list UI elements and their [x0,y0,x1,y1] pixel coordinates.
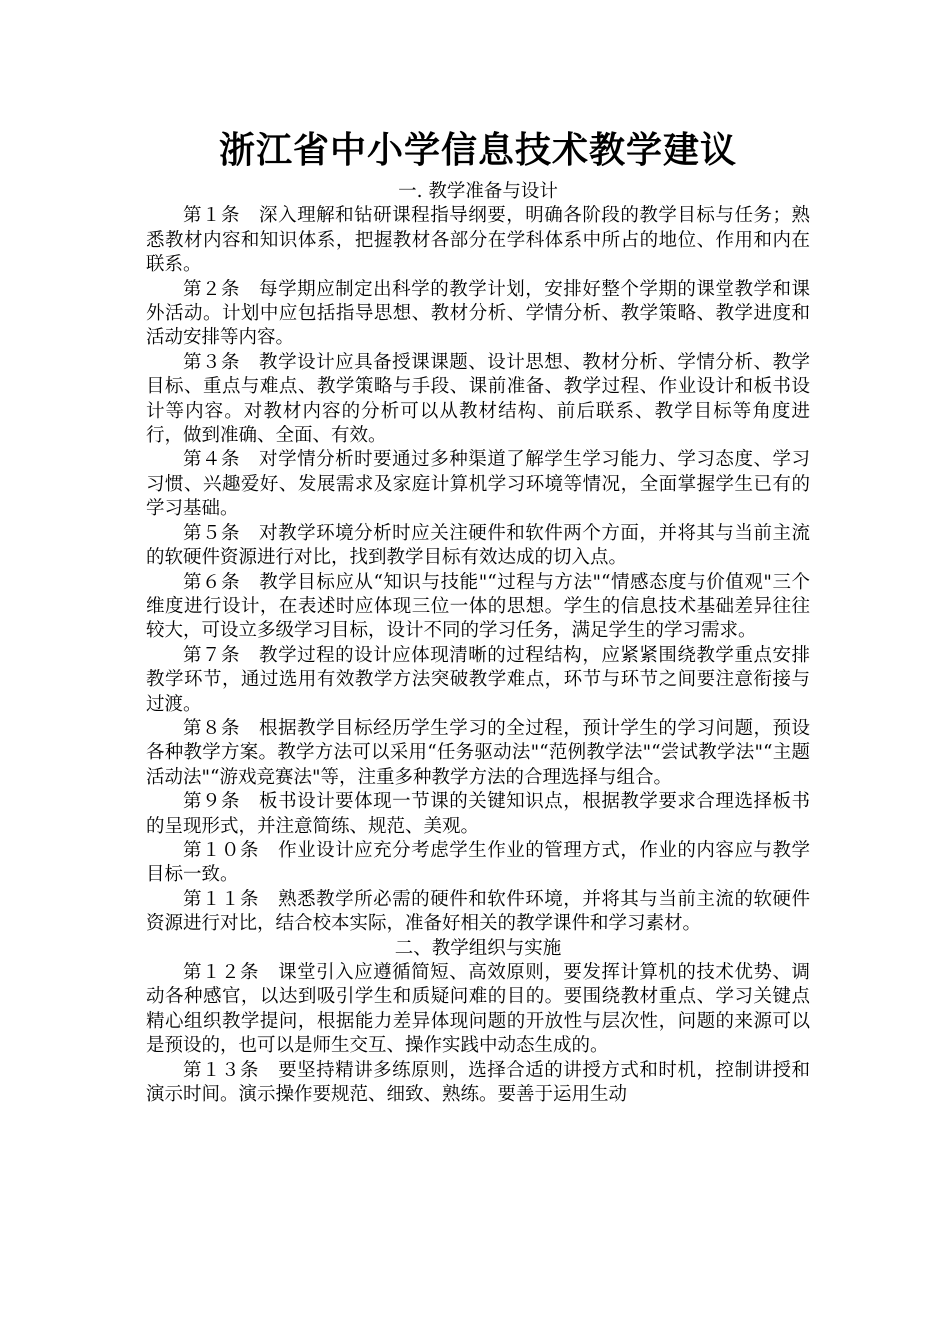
article-7: 第７条 教学过程的设计应体现清晰的过程结构，应紧紧围绕教学重点安排教学环节，通过选用有效教学方法突破教学难点，环节与环节之间要注意衔接与过渡。 [146,644,810,715]
article-6: 第６条 教学目标应从“知识与技能"“过程与方法"“情感态度与价值观"三个维度进行设计，在表述时应体现三位一体的思想。学生的信息技术基础差异往往较大，可设立多级学习目标，设计不同的学习任务，满足学生的学习需求。 [146,571,810,642]
article-10: 第１０条 作业设计应充分考虑学生作业的管理方式，作业的内容应与教学目标一致。 [146,839,810,886]
article-13: 第１３条 要坚持精讲多练原则，选择合适的讲授方式和时机，控制讲授和演示时间。演示操作要规范、细致、熟练。要善于运用生动 [146,1059,810,1106]
article-4: 第４条 对学情分析时要通过多种渠道了解学生学习能力、学习态度、学习习惯、兴趣爱好、发展需求及家庭计算机学习环境等情况，全面掌握学生已有的学习基础。 [146,449,810,520]
article-12: 第１２条 课堂引入应遵循简短、高效原则，要发挥计算机的技术优势、调动各种感官，以达到吸引学生和质疑问难的目的。要围绕教材重点、学习关键点精心组织教学提问，根据能力差异体现问题的开放性与层次性，问题的来源可以是预设的，也可以是师生交互、操作实践中动态生成的。 [146,962,810,1057]
section-organization [146,937,810,1108]
document-page [146,120,810,1107]
section-heading: 二、教学组织与实施 [394,937,562,959]
article-11: 第１１条 熟悉教学所必需的硬件和软件环境，并将其与当前主流的软硬件资源进行对比，结合校本实际，准备好相关的教学课件和学习素材。 [146,888,810,935]
article-1: 第１条 深入理解和钻研课程指导纲要，明确各阶段的教学目标与任务；熟悉教材内容和知识体系，把握教材各部分在学科体系中所占的地位、作用和内在联系。 [146,205,810,276]
document-title: 浙江省中小学信息技术教学建议 [218,129,737,171]
article-3: 第３条 教学设计应具备授课课题、设计思想、教材分析、学情分析、教学目标、重点与难点、教学策略与手段、课前准备、教学过程、作业设计和板书设计等内容。对教材内容的分析可以从教材结构、前后联系、教学目标等角度进行，做到准确、全面、有效。 [146,351,810,447]
section-heading: 一. 教学准备与设计 [398,181,558,202]
article-5: 第５条 对教学环境分析时应关注硬件和软件两个方面，并将其与当前主流的软硬件资源进行对比，找到教学目标有效达成的切入点。 [146,522,810,569]
section-preparation [146,180,810,937]
article-8: 第８条 根据教学目标经历学生学习的全过程，预计学生的学习问题，预设各种教学方案。教学方法可以采用“任务驱动法"“范例教学法"“尝试教学法"“主题活动法"“游戏竞赛法"等，注重多种教学方法的合理选择与组合。 [146,717,810,788]
article-9: 第９条 板书设计要体现一节课的关键知识点，根据教学要求合理选择板书的呈现形式，并注意简练、规范、美观。 [146,791,810,837]
article-2: 第２条 每学期应制定出科学的教学计划，安排好整个学期的课堂教学和课外活动。计划中应包括指导思想、教材分析、学情分析、教学策略、教学进度和活动安排等内容。 [146,278,810,349]
